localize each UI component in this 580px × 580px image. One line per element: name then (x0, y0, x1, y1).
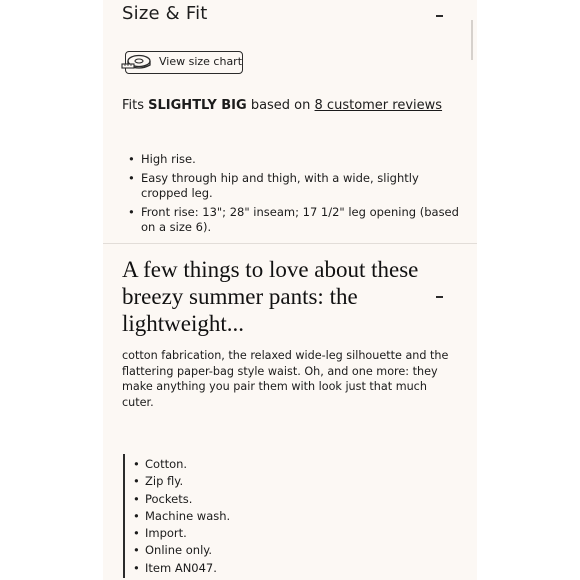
list-item: • Easy through hip and thigh, with a wide, slightly cropped leg. (122, 171, 467, 201)
size-chart-label: View size chart (159, 55, 243, 68)
description-paragraph: cotton fabrication, the relaxed wide-leg silhouette and the flattering paper-bag style waist. Oh, and one more: they make anything you pair them with look just that much cuter. (122, 349, 449, 409)
list-item: • Zip fly. (130, 473, 230, 490)
description-collapse-icon[interactable] (436, 296, 443, 298)
list-item: • Import. (130, 525, 230, 542)
measuring-tape-icon (121, 51, 153, 73)
list-item: • High rise. (122, 152, 467, 167)
size-fit-collapse-icon[interactable] (436, 15, 443, 17)
description-heading[interactable]: A few things to love about these breezy summer pants: the lightweight... (122, 257, 419, 336)
fit-summary (122, 98, 442, 113)
fit-bullet-list (122, 152, 467, 239)
scrollbar[interactable] (471, 20, 473, 60)
section-divider (103, 243, 477, 244)
list-item: • Item AN047. (130, 560, 230, 577)
fits-middle: based on (250, 98, 311, 113)
list-item: • Front rise: 13"; 28" inseam; 17 1/2" leg opening (based on a size 6). (122, 205, 467, 235)
list-item: • Cotton. (130, 456, 230, 473)
list-item: • Machine wash. (130, 508, 230, 525)
size-fit-heading: Size & Fit (122, 3, 208, 24)
customer-reviews-link[interactable]: 8 customer reviews (314, 98, 443, 113)
fits-prefix: Fits (122, 98, 145, 113)
list-item: • Pockets. (130, 491, 230, 508)
details-left-rule (123, 454, 125, 578)
fit-value: SLIGHTLY BIG (148, 98, 247, 113)
product-details-list (130, 456, 230, 577)
list-item: • Online only. (130, 542, 230, 559)
